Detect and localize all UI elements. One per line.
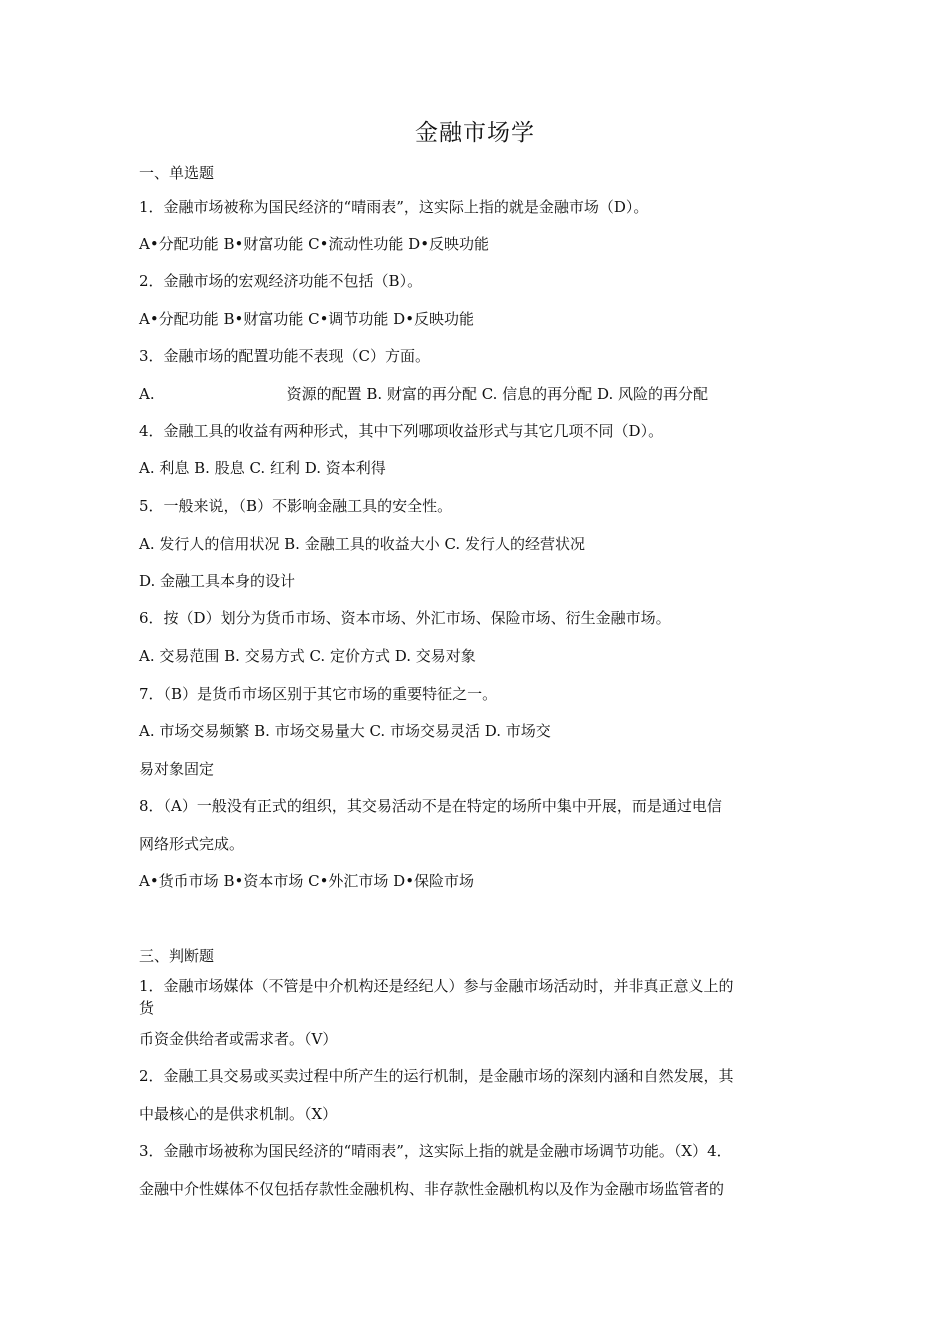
question-3: 3．金融市场的配置功能不表现（C）方面。	[139, 347, 431, 365]
question-7-options-line-1: A. 市场交易频繁 B. 市场交易量大 C. 市场交易灵活 D. 市场交	[139, 722, 551, 740]
question-6: 6．按（D）划分为货币市场、资本市场、外汇市场、保险市场、衍生金融市场。	[139, 609, 671, 627]
question-5-options-line-1: A. 发行人的信用状况 B. 金融工具的收益大小 C. 发行人的经营状况	[139, 535, 585, 553]
question-4: 4．金融工具的收益有两种形式，其中下列哪项收益形式与其它几项不同（D）。	[139, 422, 664, 440]
judgment-1-line-1b: 货	[139, 999, 155, 1017]
section-heading-true-false: 三、判断题	[139, 947, 215, 965]
question-2: 2．金融市场的宏观经济功能不包括（B）。	[139, 272, 423, 290]
document-title: 金融市场学	[415, 120, 535, 146]
question-3-options-rest: 资源的配置 B. 财富的再分配 C. 信息的再分配 D. 风险的再分配	[286, 385, 708, 403]
question-3-option-a-label: A.	[139, 385, 155, 403]
judgment-3-line-1: 3．金融市场被称为国民经济的“晴雨表”，这实际上指的就是金融市场调节功能。（X）4．	[139, 1142, 732, 1160]
judgment-2-line-2: 中最核心的是供求机制。（X）	[139, 1105, 338, 1123]
question-1: 1．金融市场被称为国民经济的“晴雨表”，这实际上指的就是金融市场（D）。	[139, 198, 649, 216]
question-7: 7．（B）是货币市场区别于其它市场的重要特征之一。	[139, 685, 498, 703]
section-heading-single-choice: 一、单选题	[139, 164, 215, 182]
question-4-options: A. 利息 B. 股息 C. 红利 D. 资本利得	[139, 459, 386, 477]
question-1-options: A•分配功能 B•财富功能 C•流动性功能 D•反映功能	[139, 235, 490, 253]
question-2-options: A•分配功能 B•财富功能 C•调节功能 D•反映功能	[139, 310, 475, 328]
question-8-line-1: 8．（A）一般没有正式的组织，其交易活动不是在特定的场所中集中开展，而是通过电信	[139, 797, 722, 815]
question-6-options: A. 交易范围 B. 交易方式 C. 定价方式 D. 交易对象	[139, 647, 476, 665]
judgment-1-line-2: 币资金供给者或需求者。（V）	[139, 1030, 338, 1048]
question-5: 5．一般来说，（B）不影响金融工具的安全性。	[139, 497, 453, 515]
judgment-1-line-1: 1．金融市场媒体（不管是中介机构还是经纪人）参与金融市场活动时，并非真正意义上的	[139, 977, 734, 995]
question-7-options-line-2: 易对象固定	[139, 760, 215, 778]
judgment-4-line-2: 金融中介性媒体不仅包括存款性金融机构、非存款性金融机构以及作为金融市场监管者的	[139, 1180, 725, 1198]
question-3-options	[139, 384, 819, 404]
question-8-line-2: 网络形式完成。	[139, 835, 245, 853]
judgment-2-line-1: 2．金融工具交易或买卖过程中所产生的运行机制，是金融市场的深刻内涵和自然发展，其	[139, 1067, 734, 1085]
question-8-options: A•货币市场 B•资本市场 C•外汇市场 D•保险市场	[139, 872, 475, 890]
question-5-options-line-2: D. 金融工具本身的设计	[139, 572, 296, 590]
